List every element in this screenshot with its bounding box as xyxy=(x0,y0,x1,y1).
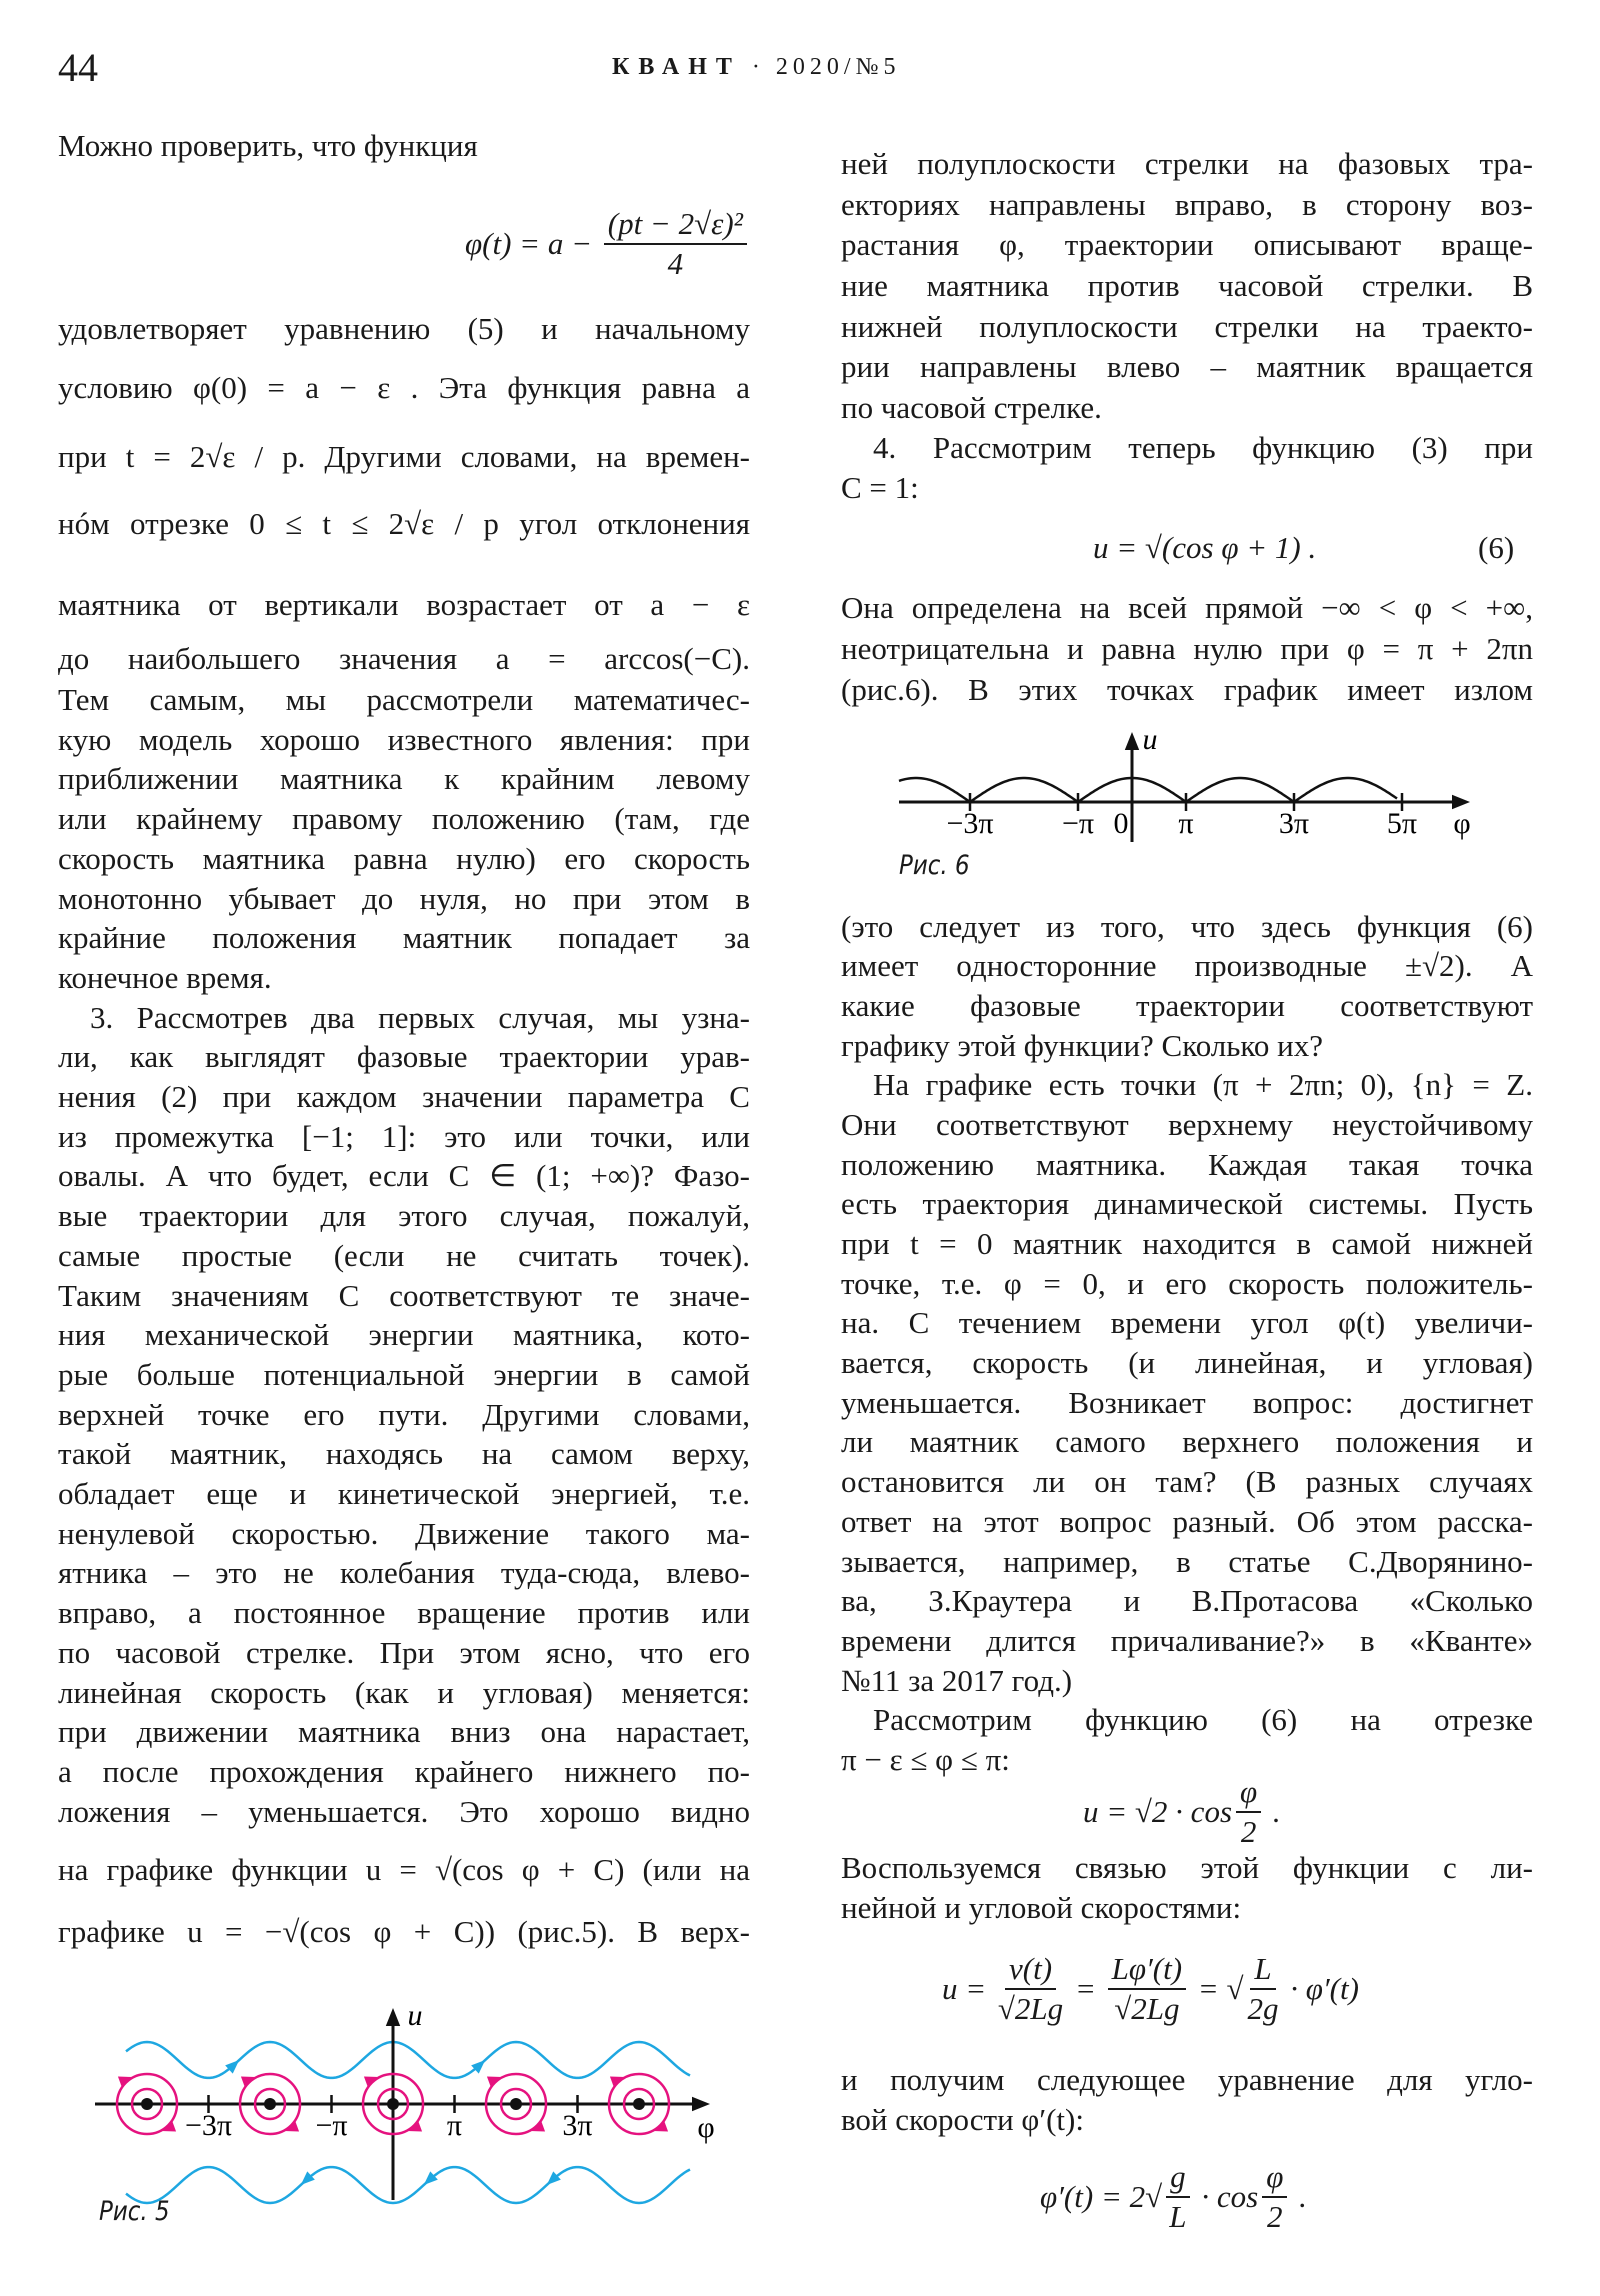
left-column-text-line: нения (2) при каждом значении параметра C xyxy=(58,1079,750,1114)
right-column-text-line: есть траектория динамической системы. Пусть xyxy=(841,1186,1533,1222)
tick-label: −π xyxy=(1061,806,1095,840)
left-column-text-line: по часовой стрелке. При этом ясно, что его xyxy=(58,1634,750,1670)
graph-u-sqrt-cos-plus-1 xyxy=(899,778,1397,801)
right-column-text-line: ва, З.Краутера и В.Протасова «Сколько xyxy=(841,1583,1533,1619)
left-column-text-line: Тем самым, мы рассмотрели математичес- xyxy=(58,682,750,717)
right-column-text-line: Они соответствуют верхнему неустойчивому xyxy=(841,1107,1533,1143)
left-column-text-line: крайние положения маятник попадает за xyxy=(58,920,750,956)
left-column-text-line: а после прохождения крайнего нижнего по- xyxy=(58,1753,750,1789)
denominator: 4 xyxy=(667,246,684,281)
journal-title: КВАНТ xyxy=(612,54,741,80)
numerator: g xyxy=(1166,2158,1190,2198)
equilibrium-point xyxy=(633,2098,645,2110)
left-column-text-line: ятника – это не колебания туда-сюда, влево- xyxy=(58,1555,750,1591)
left-column-text-line: графике u = −√(cos φ + C)) (рис.5). В верх- xyxy=(58,1914,750,1949)
phi-axis-label: φ xyxy=(697,2110,715,2144)
left-column-text-line: монотонно убывает до нуля, но при этом в xyxy=(58,880,750,916)
numerator: v(t) xyxy=(1005,1950,1056,1990)
cos: · cos xyxy=(1193,2179,1259,2214)
numerator: Lφ′(t) xyxy=(1108,1950,1186,1990)
right-column-text-line: времени длится причаливание?» в «Кванте» xyxy=(841,1622,1533,1658)
denominator: √2Lg xyxy=(1114,1991,1180,2026)
denominator: 2 xyxy=(1240,1814,1257,1849)
clockwise-arrow-icon xyxy=(241,2077,256,2088)
tick-label: −π xyxy=(315,2108,348,2142)
clockwise-arrow-icon xyxy=(487,2077,502,2088)
axis-arrow-icon xyxy=(692,2097,710,2111)
lower-rotation-trajectory xyxy=(126,2167,690,2203)
left-column-text-line: линейная скорость (как и угловая) меняется: xyxy=(58,1674,750,1710)
clockwise-arrow-icon xyxy=(653,2121,668,2132)
left-column-text-line: Можно проверить, что функция xyxy=(58,128,478,163)
left-column-text-line: Таким значениям C соответствуют те значе- xyxy=(58,1277,750,1313)
left-column-text-line: ли, как выглядят фазовые траектории урав- xyxy=(58,1039,750,1075)
formula-tail: · φ′(t) xyxy=(1282,1971,1359,2006)
numerator: φ xyxy=(1236,1773,1261,1813)
tick-label: −3π xyxy=(184,2108,233,2142)
right-column-text-line: и получим следующее уравнение для угло- xyxy=(841,2062,1533,2098)
right-column-text-line: ней полуплоскости стрелки на фазовых тра- xyxy=(841,145,1533,181)
tick-label: 5π xyxy=(1386,806,1418,840)
left-column-text-line: маятника от вертикали возрастает от a − ε xyxy=(58,587,750,622)
right-column-text-line: екториях направлены вправо, в сторону воз- xyxy=(841,186,1533,222)
left-column-text-line: овалы. А что будет, если C ∈ (1; +∞)? Фазо- xyxy=(58,1158,750,1194)
formula-lhs: u = √2 · cos xyxy=(1083,1794,1233,1829)
tick-label: −3π xyxy=(946,806,994,840)
right-column-text-line: вой скорости φ′(t): xyxy=(841,2101,1084,2137)
axis-arrow-icon xyxy=(386,2008,400,2026)
left-column-text-line: ненулевой скоростью. Движение такого ма- xyxy=(58,1515,750,1551)
right-column-text-line: нижней полуплоскости стрелки на траекто- xyxy=(841,308,1533,344)
right-column-text-line: (рис.6). В этих точках график имеет излом xyxy=(841,671,1533,707)
clockwise-arrow-icon xyxy=(364,2077,379,2088)
right-column-text-line: положению маятника. Каждая такая точка xyxy=(841,1146,1533,1182)
left-column-text-line: кую модель хорошо известного явления: при xyxy=(58,721,750,757)
formula-lhs: u = xyxy=(942,1971,994,2006)
right-column-text-line: Воспользуемся связью этой функции с ли- xyxy=(841,1850,1533,1886)
formula-tail: . xyxy=(1291,2179,1307,2214)
clockwise-arrow-icon xyxy=(530,2121,545,2132)
u-axis-label: u xyxy=(407,1998,423,2032)
left-column-text-line: удовлетворяет уравнению (5) и начальному xyxy=(58,311,750,346)
left-column-text-line: до наибольшего значения a = arccos(−C). xyxy=(58,641,750,676)
denominator: √2Lg xyxy=(997,1991,1064,2026)
right-column-text-line: имеет односторонние производные ±√2). А xyxy=(841,948,1533,984)
origin-label: 0 xyxy=(1113,806,1129,840)
left-column-text-line: рые больше потенциальной энергии в самой xyxy=(58,1356,750,1392)
figure-5-caption: Рис. 5 xyxy=(99,2196,170,2227)
equilibrium-point xyxy=(141,2098,153,2110)
left-column-text-line: самые простые (если не считать точек). xyxy=(58,1237,750,1273)
clockwise-arrow-icon xyxy=(407,2121,422,2132)
right-column-text-line: Рассмотрим функцию (6) на отрезке xyxy=(873,1702,1533,1738)
left-column-text-line: 3. Рассмотрев два первых случая, мы узна- xyxy=(90,999,750,1035)
left-column-text-line: вые траектории для этого случая, пожалуй, xyxy=(58,1198,750,1234)
clockwise-arrow-icon xyxy=(610,2077,625,2088)
numerator: L xyxy=(1250,1950,1275,1990)
right-column-text-line: ние маятника против часовой стрелки. В xyxy=(841,268,1533,304)
upper-rotation-trajectory xyxy=(126,2042,690,2078)
formula-tail: . xyxy=(1265,1794,1281,1829)
right-column-text-line: неотрицательна и равна нулю при φ = π + 2πn xyxy=(841,630,1533,666)
left-column-text-line: условию φ(0) = a − ε . Эта функция равна a xyxy=(58,370,750,405)
right-column-text-line: ответ на этот вопрос разный. Об этом расска- xyxy=(841,1503,1533,1539)
denominator: L xyxy=(1169,2199,1187,2234)
left-column-text-line: из промежутка [−1; 1]: это или точки, или xyxy=(58,1118,750,1154)
right-column-text-line: нейной и угловой скоростями: xyxy=(841,1889,1242,1925)
left-column-text-line: приближении маятника к крайним левому xyxy=(58,761,750,797)
left-column-text-line: обладает еще и кинетической энергией, т.е. xyxy=(58,1476,750,1511)
tick-label: π xyxy=(1178,806,1194,840)
left-column-text-line: вправо, а постоянное вращение против или xyxy=(58,1595,750,1631)
tick-label: 3π xyxy=(1278,806,1310,840)
denominator: 2g xyxy=(1247,1991,1279,2026)
equilibrium-point xyxy=(387,2098,399,2110)
right-column-text-line: вается, скорость (и линейная, и угловая) xyxy=(841,1345,1533,1381)
left-column-text-line: при t = 2√ε / p. Другими словами, на времен- xyxy=(58,439,750,474)
left-column-text-line: такой маятник, находясь на самом верху, xyxy=(58,1436,750,1472)
clockwise-arrow-icon xyxy=(118,2077,133,2088)
right-column-text-line: зывается, например, в статье С.Дворянино- xyxy=(841,1543,1533,1579)
left-column-text-line: при движении маятника вниз она нарастает, xyxy=(58,1714,750,1750)
denominator: 2 xyxy=(1267,2199,1283,2234)
right-column-text-line: π − ε ≤ φ ≤ π: xyxy=(841,1741,1010,1777)
right-column-text-line: остановится ли он там? (В разных случаях xyxy=(841,1464,1533,1500)
numerator: φ xyxy=(1262,2158,1287,2198)
right-column-text-line: Она определена на всей прямой −∞ < φ < +∞, xyxy=(841,589,1533,625)
clockwise-arrow-icon xyxy=(161,2121,176,2132)
equals: = xyxy=(1067,1971,1104,2006)
figure-6-caption: Рис. 6 xyxy=(899,850,970,881)
tick-label: π xyxy=(446,2108,463,2142)
left-column-text-line: ложения – уменьшается. Это хорошо видно xyxy=(58,1793,750,1829)
right-column-text-line: по часовой стрелке. xyxy=(841,390,1102,426)
right-column-text-line: На графике есть точки (π + 2πn; 0), {n} = Z. xyxy=(873,1067,1533,1103)
left-column-text-line: скорость маятника равна нулю) его скорость xyxy=(58,840,750,876)
right-column-text-line: ли маятник самого верхнего положения и xyxy=(841,1424,1533,1460)
left-column-text-line: или крайнему правому положению (там, где xyxy=(58,801,750,837)
right-column-text-line: рии направлены влево – маятник вращается xyxy=(841,349,1533,385)
right-column-text-line: (это следует из того, что здесь функция (6) xyxy=(841,908,1533,944)
equation-number: (6) xyxy=(1478,530,1515,565)
right-column-text-line: точке, т.е. φ = 0, и его скорость положитель- xyxy=(841,1265,1533,1301)
formula-lhs: φ′(t) = 2√ xyxy=(1040,2179,1163,2214)
tick-label: 3π xyxy=(562,2108,593,2142)
right-column-text-line: растания φ, траектории описывают враще- xyxy=(841,227,1533,263)
right-column-text-line: при t = 0 маятник находится в самой нижней xyxy=(841,1226,1533,1262)
left-column-text-line: верхней точке его пути. Другими словами, xyxy=(58,1396,750,1432)
issue-number: · 2020/№5 xyxy=(751,54,901,80)
equilibrium-point xyxy=(510,2098,522,2110)
right-column-text-line: C = 1: xyxy=(841,469,919,505)
right-column-text-line: №11 за 2017 год.) xyxy=(841,1662,1073,1698)
equilibrium-point xyxy=(264,2098,276,2110)
u-axis-label: u xyxy=(1142,722,1158,756)
numerator: (pt − 2√ε)² xyxy=(604,205,747,245)
formula-6: u = √(cos φ + 1) . xyxy=(1093,530,1317,565)
left-column-text-line: ния механической энергии маятника, кото- xyxy=(58,1317,750,1353)
right-column-text-line: графику этой функции? Сколько их? xyxy=(841,1027,1323,1063)
formula-lhs: φ(t) = a − xyxy=(465,226,600,261)
left-column-text-line: конечное время. xyxy=(58,959,272,995)
clockwise-arrow-icon xyxy=(284,2121,299,2132)
left-column-text-line: нóм отрезке 0 ≤ t ≤ 2√ε / p угол отклонения xyxy=(58,506,750,541)
page-number: 44 xyxy=(58,45,98,90)
right-column-text-line: 4. Рассмотрим теперь функцию (3) при xyxy=(873,429,1533,465)
right-column-text-line: на. С течением времени угол φ(t) увеличи- xyxy=(841,1305,1533,1341)
equals-sqrt: = √ xyxy=(1190,1971,1244,2006)
axis-arrow-icon xyxy=(1125,732,1139,750)
right-column-text-line: уменьшается. Возникает вопрос: достигнет xyxy=(841,1384,1533,1420)
left-column-text-line: на графике функции u = √(cos φ + C) (или на xyxy=(58,1852,750,1887)
right-column-text-line: какие фазовые траектории соответствуют xyxy=(841,988,1533,1024)
phi-axis-label: φ xyxy=(1453,806,1471,840)
